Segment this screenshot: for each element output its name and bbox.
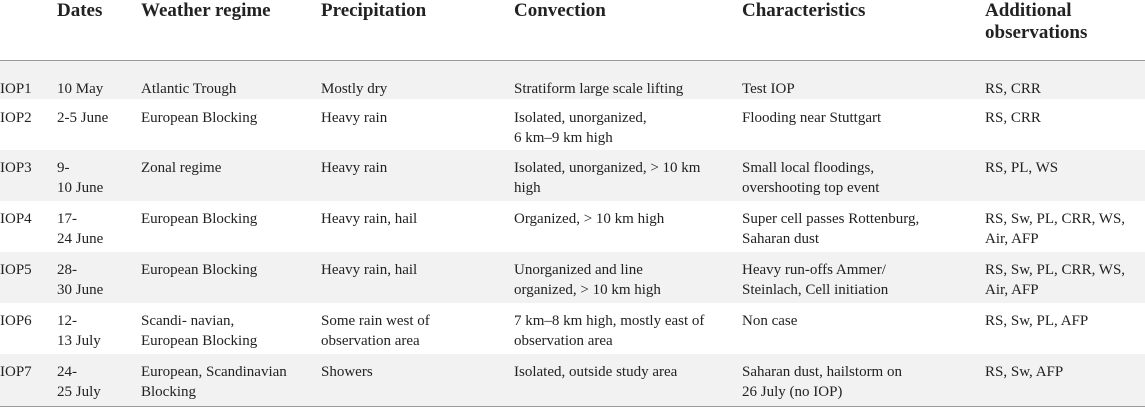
cell-convection: Unorganized and line organized, > 10 km high: [514, 262, 661, 298]
cell-precipitation: Mostly dry: [321, 81, 388, 97]
cell-weather-regime: Scandi- navian, European Blocking: [141, 313, 258, 349]
cell-dates: 28- 30 June: [57, 262, 104, 298]
table-row: [0, 201, 1145, 252]
cell-dates: 12- 13 July: [57, 313, 101, 349]
table-row: [0, 61, 1145, 100]
cell-id: IOP5: [0, 262, 32, 278]
cell-convection: Organized, > 10 km high: [514, 211, 665, 227]
table-row: [0, 99, 1145, 150]
cell-id: IOP2: [0, 110, 32, 126]
cell-additional: RS, Sw, PL, AFP: [985, 313, 1089, 329]
header-characteristics: Characteristics: [742, 0, 985, 61]
cell-weather-regime: Zonal regime: [141, 160, 222, 176]
header-row: [0, 0, 1145, 61]
cell-precipitation: Heavy rain: [321, 160, 388, 176]
cell-id: IOP6: [0, 313, 32, 329]
cell-additional: RS, Sw, PL, CRR, WS, Air, AFP: [985, 211, 1126, 247]
cell-characteristics: Test IOP: [742, 81, 795, 97]
cell-precipitation: Heavy rain, hail: [321, 211, 418, 227]
header-weather-regime: Weather regime: [141, 0, 321, 61]
cell-characteristics: Super cell passes Rottenburg, Saharan dust: [742, 211, 920, 247]
cell-dates: 9- 10 June: [57, 160, 104, 196]
table-row: [0, 354, 1145, 407]
cell-weather-regime: Atlantic Trough: [141, 81, 237, 97]
cell-weather-regime: European, Scandinavian Blocking: [141, 354, 321, 407]
cell-additional: RS, Sw, PL, CRR, WS, Air, AFP: [985, 262, 1126, 298]
cell-convection: Isolated, outside study area: [514, 354, 742, 407]
cell-characteristics: Flooding near Stuttgart: [742, 110, 882, 126]
cell-precipitation: Showers: [321, 354, 514, 407]
cell-precipitation: Heavy rain, hail: [321, 262, 418, 278]
cell-convection: Isolated, unorganized, > 10 km high: [514, 160, 701, 196]
cell-dates: 24- 25 July: [57, 354, 141, 407]
cell-dates: 2-5 June: [57, 110, 109, 126]
cell-characteristics: Non case: [742, 313, 798, 329]
cell-weather-regime: European Blocking: [141, 211, 258, 227]
header-dates: Dates: [57, 0, 141, 61]
cell-additional: RS, CRR: [985, 110, 1041, 126]
cell-convection: 7 km–8 km high, mostly east of observation area: [514, 313, 705, 349]
cell-additional: RS, PL, WS: [985, 160, 1059, 176]
cell-characteristics: Small local floodings, overshooting top event: [742, 160, 880, 196]
cell-characteristics: Heavy run-offs Ammer/ Steinlach, Cell initiation: [742, 262, 889, 298]
cell-dates: 17- 24 June: [57, 211, 104, 247]
table-row: [0, 150, 1145, 201]
header-convection: Convection: [514, 0, 742, 61]
cell-characteristics: Saharan dust, hailstorm on 26 July (no IOP): [742, 354, 985, 407]
table-row: [0, 252, 1145, 303]
cell-convection: Stratiform large scale lifting: [514, 81, 684, 97]
cell-additional: RS, Sw, AFP: [985, 354, 1145, 407]
table-header: [0, 0, 1145, 61]
cell-id: IOP4: [0, 211, 32, 227]
cell-weather-regime: European Blocking: [141, 262, 258, 278]
table-body: [0, 61, 1145, 407]
cell-additional: RS, CRR: [985, 81, 1041, 97]
cell-id: IOP7: [0, 354, 57, 407]
cell-weather-regime: European Blocking: [141, 110, 258, 126]
header-precipitation: Precipitation: [321, 0, 514, 61]
cell-id: IOP1: [0, 81, 32, 97]
cell-precipitation: Some rain west of observation area: [321, 313, 430, 349]
table-row: [0, 303, 1145, 354]
cell-precipitation: Heavy rain: [321, 110, 388, 126]
header-id: [0, 0, 57, 61]
header-additional-observations: Additional observations: [985, 0, 1145, 61]
cell-id: IOP3: [0, 160, 32, 176]
cell-dates: 10 May: [57, 81, 104, 97]
cell-convection: Isolated, unorganized, 6 km–9 km high: [514, 110, 647, 146]
